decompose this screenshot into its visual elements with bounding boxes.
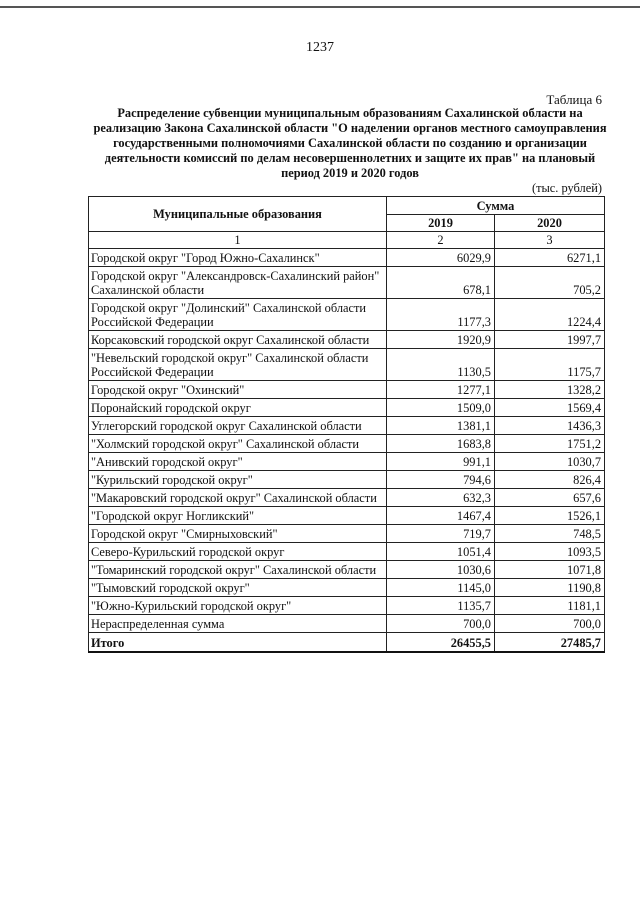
value-2019: 1051,4 — [387, 543, 495, 561]
value-2020: 826,4 — [495, 471, 605, 489]
municipality-name: "Макаровский городской округ" Сахалинской области — [89, 489, 387, 507]
value-2019: 1467,4 — [387, 507, 495, 525]
value-2019: 1920,9 — [387, 331, 495, 349]
municipality-name: Углегорский городской округ Сахалинской области — [89, 417, 387, 435]
municipality-name: "Тымовский городской округ" — [89, 579, 387, 597]
column-number-2: 2 — [387, 232, 495, 249]
table-row — [89, 489, 605, 507]
value-2020: 1328,2 — [495, 381, 605, 399]
table-row — [89, 453, 605, 471]
value-2020: 1071,8 — [495, 561, 605, 579]
value-2019: 1277,1 — [387, 381, 495, 399]
header-sum: Сумма — [387, 197, 605, 215]
municipality-name: Поронайский городской округ — [89, 399, 387, 417]
total-2020: 27485,7 — [495, 633, 605, 652]
municipality-name: Городской округ "Александровск-Сахалинский район" Сахалинской области — [89, 267, 387, 299]
value-2019: 632,3 — [387, 489, 495, 507]
table-row — [89, 381, 605, 399]
value-2020: 1751,2 — [495, 435, 605, 453]
column-number-1: 1 — [89, 232, 387, 249]
municipality-name: Городской округ "Охинский" — [89, 381, 387, 399]
header-year-2019: 2019 — [387, 215, 495, 232]
table-row — [89, 579, 605, 597]
top-rule — [0, 6, 640, 8]
total-2019: 26455,5 — [387, 633, 495, 652]
value-2019: 700,0 — [387, 615, 495, 633]
table-row — [89, 615, 605, 633]
value-2019: 719,7 — [387, 525, 495, 543]
municipality-name: Городской округ "Город Южно-Сахалинск" — [89, 249, 387, 267]
table-row — [89, 597, 605, 615]
value-2020: 705,2 — [495, 267, 605, 299]
value-2019: 6029,9 — [387, 249, 495, 267]
value-2019: 1145,0 — [387, 579, 495, 597]
table-row — [89, 471, 605, 489]
table-row — [89, 399, 605, 417]
units-note: (тыс. рублей) — [531, 181, 602, 195]
value-2019: 1130,5 — [387, 349, 495, 381]
municipality-name: "Курильский городской округ" — [89, 471, 387, 489]
municipality-name: Северо-Курильский городской округ — [89, 543, 387, 561]
value-2020: 1181,1 — [495, 597, 605, 615]
table-row — [89, 525, 605, 543]
table-row — [89, 435, 605, 453]
value-2020: 1224,4 — [495, 299, 605, 331]
value-2019: 1381,1 — [387, 417, 495, 435]
municipality-name: "Холмский городской округ" Сахалинской области — [89, 435, 387, 453]
municipality-name: Корсаковский городской округ Сахалинской области — [89, 331, 387, 349]
municipality-name: Нераспределенная сумма — [89, 615, 387, 633]
value-2020: 1175,7 — [495, 349, 605, 381]
value-2020: 748,5 — [495, 525, 605, 543]
value-2019: 678,1 — [387, 267, 495, 299]
table-label: Таблица 6 — [546, 92, 602, 107]
total-row — [89, 633, 605, 652]
municipality-name: "Томаринский городской округ" Сахалинской области — [89, 561, 387, 579]
table-row — [89, 417, 605, 435]
municipality-name: Городской округ "Долинский" Сахалинской области Российской Федерации — [89, 299, 387, 331]
municipality-name: "Невельский городской округ" Сахалинской области Российской Федерации — [89, 349, 387, 381]
column-number-3: 3 — [495, 232, 605, 249]
value-2019: 1135,7 — [387, 597, 495, 615]
table-row — [89, 543, 605, 561]
document-title: Распределение субвенции муниципальным образованиям Сахалинской области на реализацию Закона Сахалинской области "О наделении органов местного самоуправления государственными полномочиями Сахалинской области по созданию и организации деятельности комиссий по делам несовершеннолетних и защите их прав" на плановый период 2019 и 2020 годов — [93, 106, 607, 180]
table-row — [89, 331, 605, 349]
value-2020: 1997,7 — [495, 331, 605, 349]
table-row — [89, 299, 605, 331]
page-number: 1237 — [306, 40, 334, 55]
table-row — [89, 561, 605, 579]
table-body — [89, 249, 605, 652]
value-2020: 1093,5 — [495, 543, 605, 561]
value-2019: 991,1 — [387, 453, 495, 471]
table-row — [89, 349, 605, 381]
value-2019: 794,6 — [387, 471, 495, 489]
value-2020: 700,0 — [495, 615, 605, 633]
value-2020: 657,6 — [495, 489, 605, 507]
header-municipalities: Муниципальные образования — [89, 197, 387, 232]
value-2019: 1030,6 — [387, 561, 495, 579]
municipality-name: "Анивский городской округ" — [89, 453, 387, 471]
value-2020: 1436,3 — [495, 417, 605, 435]
municipality-name: "Южно-Курильский городской округ" — [89, 597, 387, 615]
subvention-table — [88, 196, 605, 653]
value-2019: 1177,3 — [387, 299, 495, 331]
value-2020: 1190,8 — [495, 579, 605, 597]
header-year-2020: 2020 — [495, 215, 605, 232]
total-label: Итого — [89, 633, 387, 652]
value-2020: 1526,1 — [495, 507, 605, 525]
table-row — [89, 249, 605, 267]
value-2020: 1030,7 — [495, 453, 605, 471]
value-2019: 1683,8 — [387, 435, 495, 453]
table-row — [89, 267, 605, 299]
municipality-name: "Городской округ Ногликский" — [89, 507, 387, 525]
value-2019: 1509,0 — [387, 399, 495, 417]
municipality-name: Городской округ "Смирныховский" — [89, 525, 387, 543]
table-row — [89, 507, 605, 525]
value-2020: 6271,1 — [495, 249, 605, 267]
value-2020: 1569,4 — [495, 399, 605, 417]
